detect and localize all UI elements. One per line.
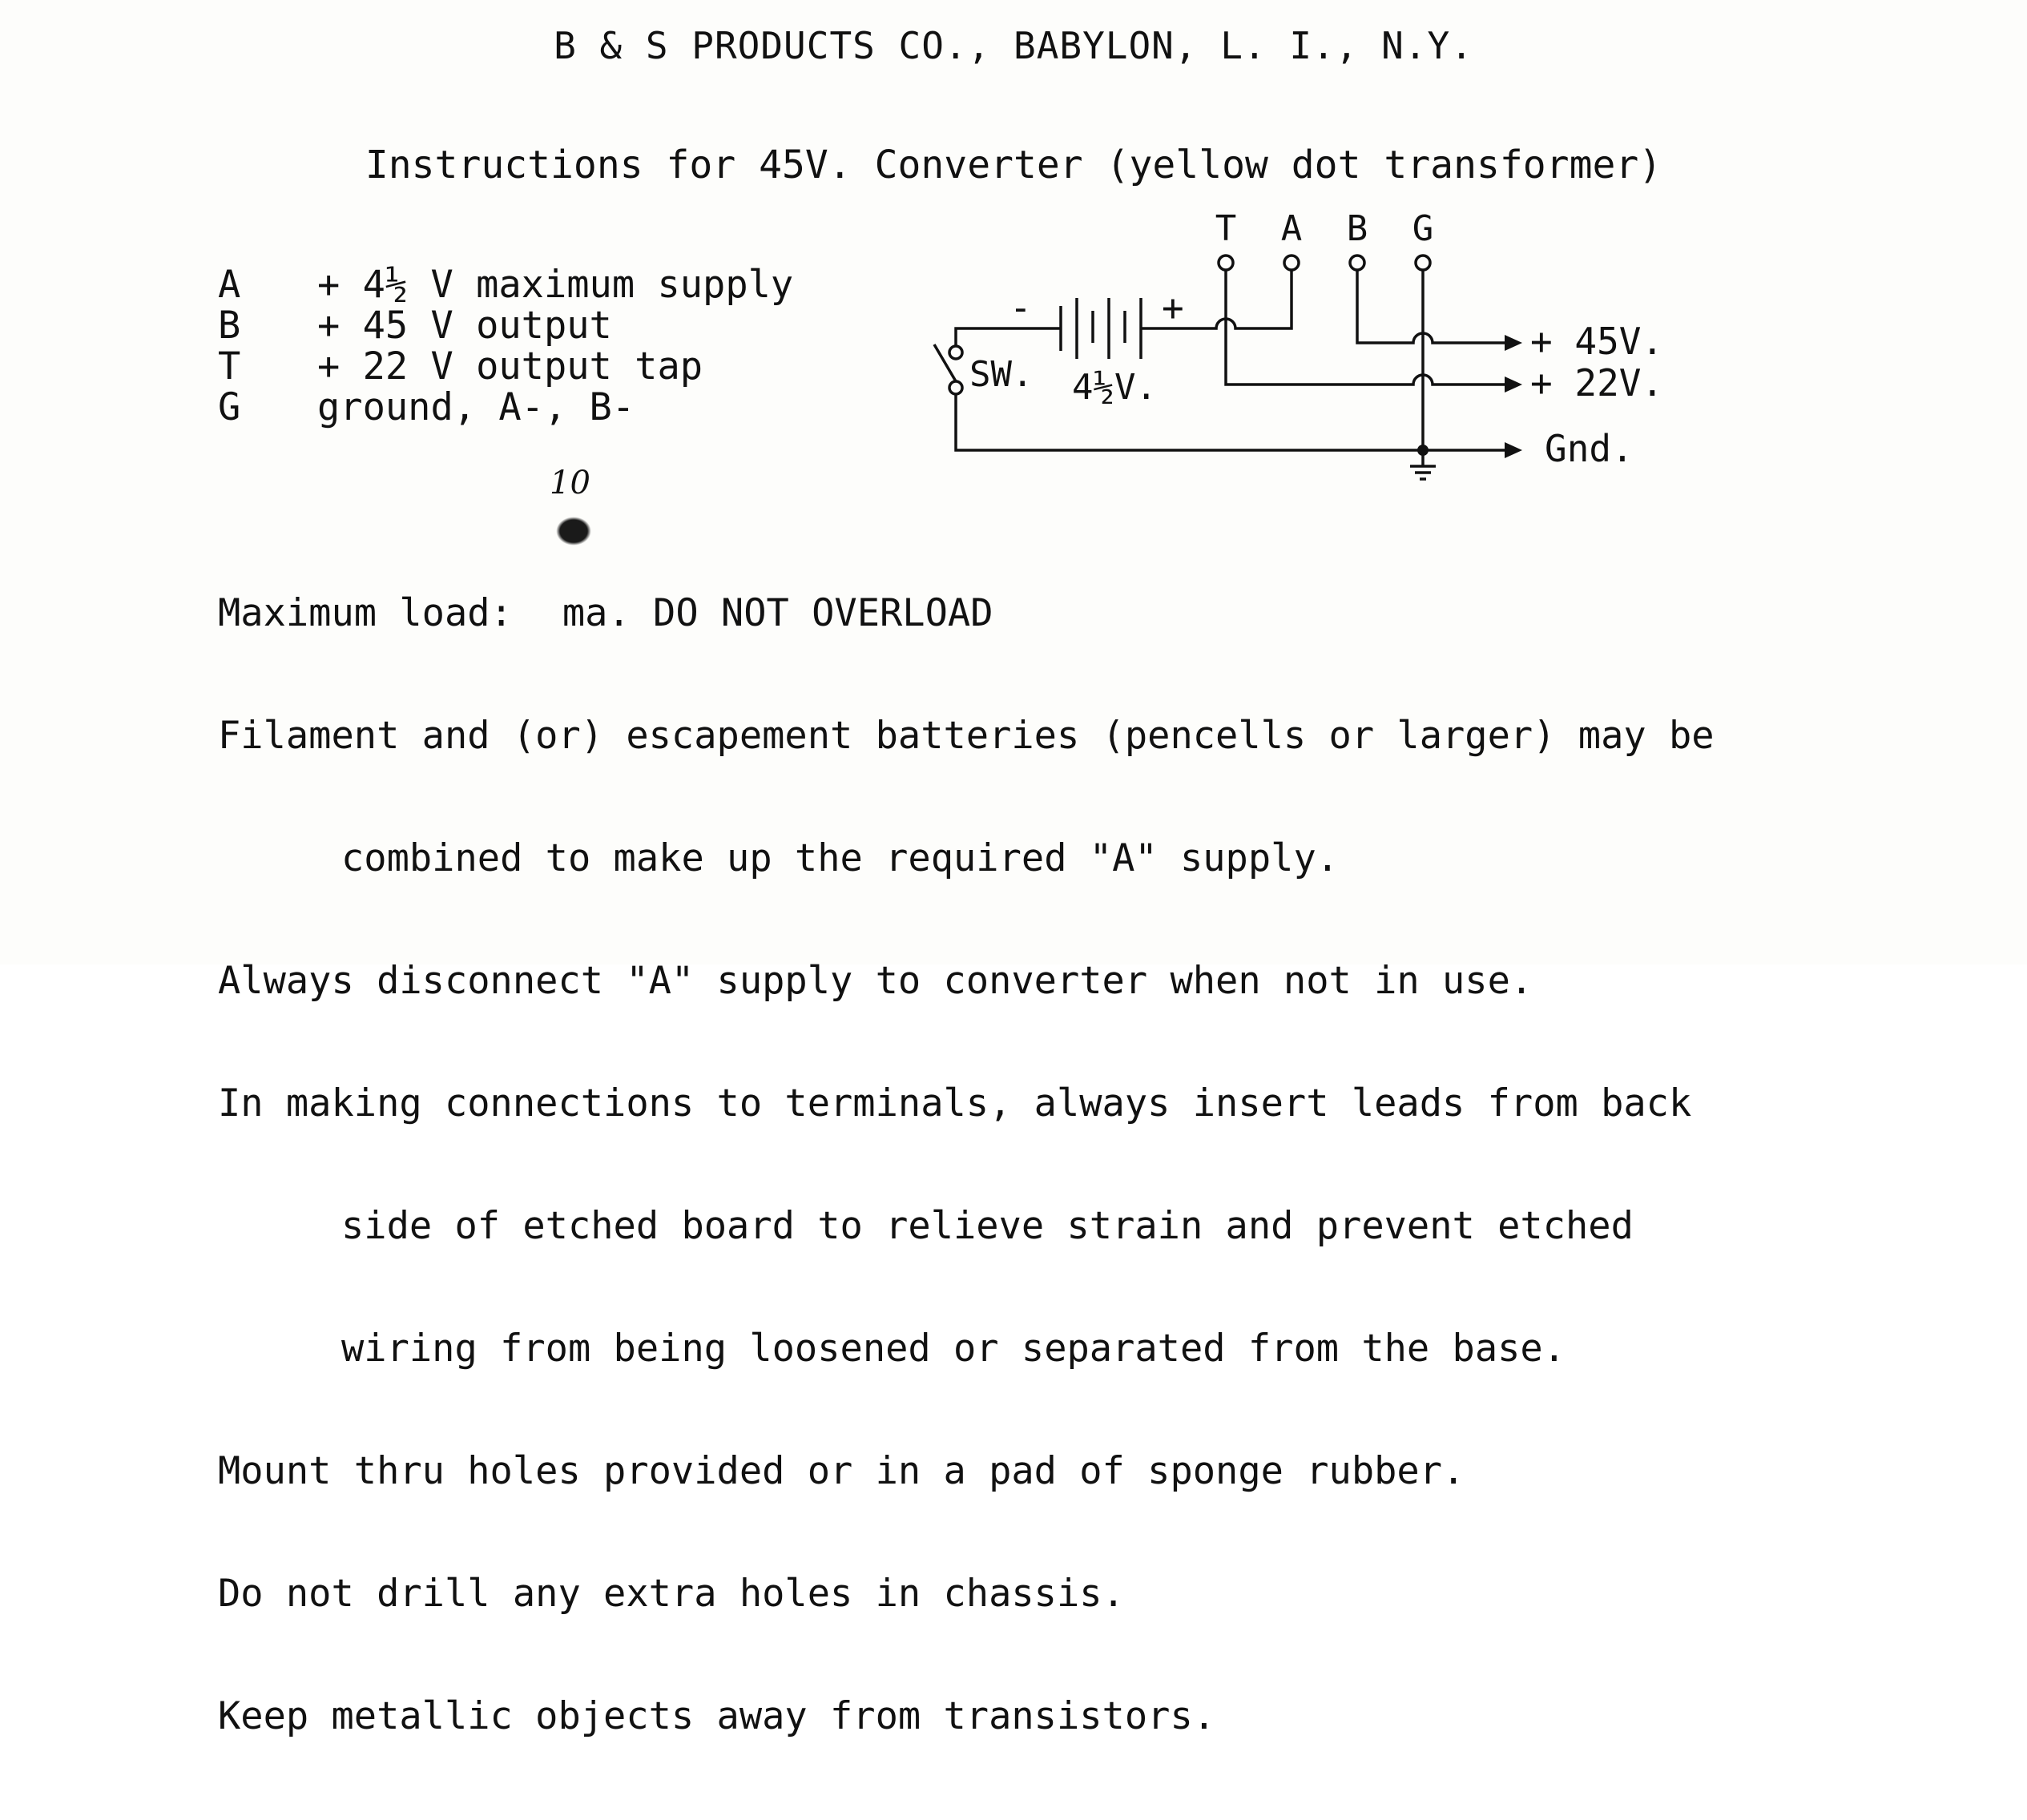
switch-blade (934, 344, 956, 381)
legend-text: + 45 V output (317, 304, 612, 348)
arrow-22v (1505, 376, 1522, 393)
wire-switch-battery (956, 328, 1061, 346)
legend-row-b (218, 305, 793, 346)
instruction-line: Filament and (or) escapement batteries (pencells or larger) may be (218, 714, 1715, 758)
terminal-a-post (1284, 256, 1299, 270)
legend-key: B (218, 304, 241, 348)
company-header: B & S PRODUCTS CO., BABYLON, L. I., N.Y. (554, 24, 1473, 67)
terminal-b-label: B (1346, 208, 1368, 249)
terminal-legend (218, 264, 793, 428)
terminal-g-post (1416, 256, 1430, 270)
instruction-line: wiring from being loosened or separated from the base. (341, 1327, 1566, 1371)
terminal-a-label: A (1280, 208, 1303, 249)
instruction-line: Keep metallic objects away from transistors. (218, 1694, 1216, 1738)
legend-row-t (218, 346, 793, 387)
legend-row-g (218, 387, 793, 428)
instruction-line: In making connections to terminals, always insert leads from back (218, 1081, 1692, 1125)
legend-text: ground, A-, B- (317, 385, 635, 429)
legend-text: + 4½ V maximum supply (317, 263, 794, 307)
battery-plus-label: + (1162, 286, 1184, 329)
load-suffix: ma. DO NOT OVERLOAD (562, 591, 993, 635)
output-45v-label: + 45V. (1530, 320, 1664, 363)
terminal-g-label: G (1412, 208, 1434, 249)
wiring-diagram (881, 208, 1763, 513)
terminal-b-post (1350, 256, 1364, 270)
legend-key: T (218, 344, 241, 389)
legend-key: A (218, 263, 241, 307)
arrow-45v (1505, 335, 1522, 351)
instruction-line: combined to make up the required "A" supply. (341, 836, 1340, 880)
legend-key: G (218, 385, 241, 429)
wire-45v (1357, 270, 1505, 343)
load-prefix: Maximum load: (218, 591, 513, 635)
output-22v-label: + 22V. (1530, 361, 1664, 405)
switch-contact (949, 346, 962, 359)
instruction-line: Do not drill any extra holes in chassis. (218, 1572, 1125, 1616)
terminal-t-post (1219, 256, 1233, 270)
legend-row-a (218, 264, 793, 305)
switch-contact (949, 381, 962, 394)
ground-label: Gnd. (1545, 427, 1634, 470)
handwritten-load-value: 10 (550, 465, 590, 501)
max-load-line (218, 593, 1715, 634)
switch-label: SW. (969, 354, 1034, 395)
legend-text: + 22 V output tap (317, 344, 703, 389)
battery-minus-label: - (1009, 286, 1032, 329)
instruction-line: Mount thru holes provided or in a pad of sponge rubber. (218, 1449, 1465, 1493)
instruction-line: Always disconnect "A" supply to converter when not in use. (218, 959, 1533, 1003)
terminal-t-label: T (1215, 208, 1237, 249)
junction-dot (1417, 445, 1429, 456)
page-title: Instructions for 45V. Converter (yellow dot transformer) (365, 143, 1662, 187)
instruction-line: side of etched board to relieve strain and prevent etched (341, 1204, 1634, 1248)
arrow-gnd (1505, 442, 1522, 458)
battery-label: 4½V. (1072, 367, 1157, 408)
instruction-text (218, 511, 1715, 1818)
